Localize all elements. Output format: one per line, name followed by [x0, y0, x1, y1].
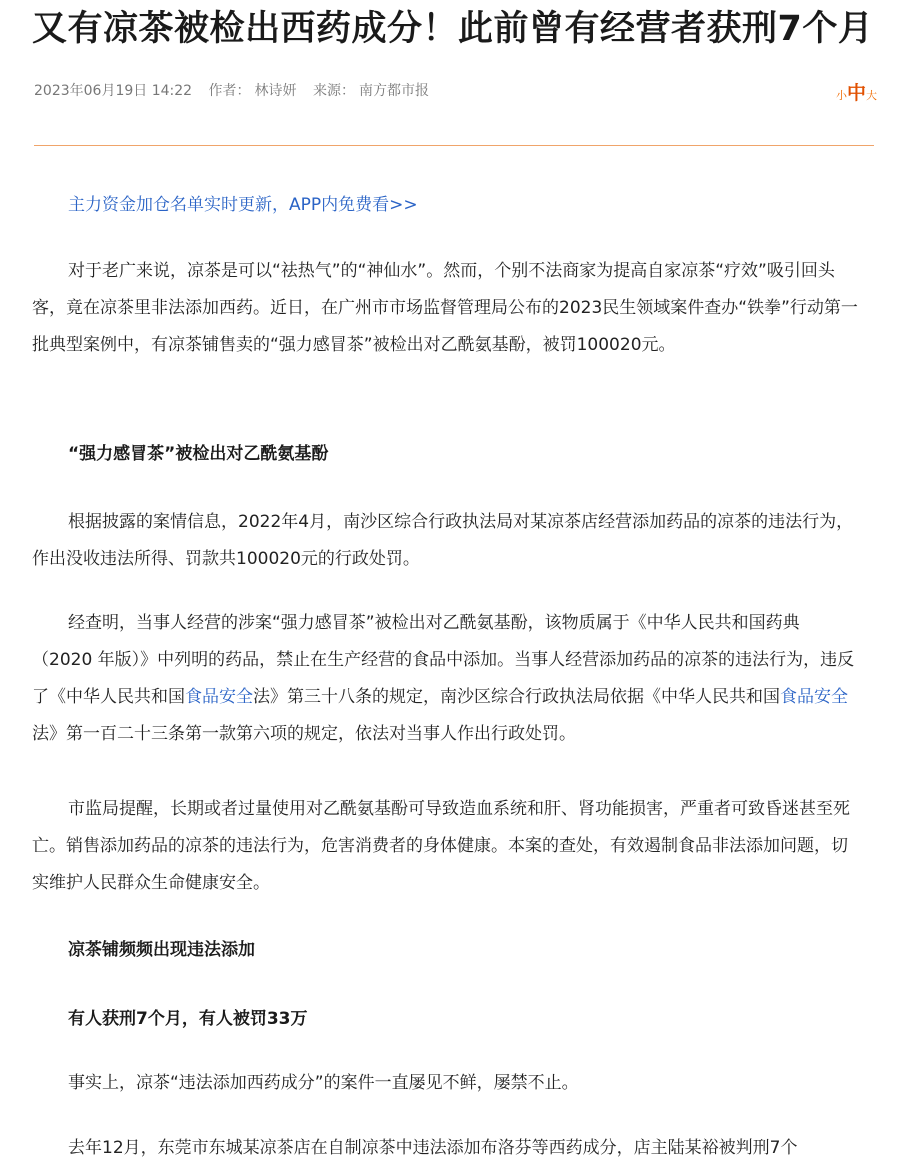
paragraph-intro: 对于老广来说，凉茶是可以“祛热气”的“神仙水”。然而，个别不法商家为提高自家凉茶“疗效”吸引回头客，竟在凉茶里非法添加西药。近日，在广州市市场监督管理局公布的2023民生领域案件查办“铁拳”行动第一批典型案例中，有凉茶铺售卖的“强力感冒茶”被检出对乙酰氨基酚，被罚100020元。 — [32, 261, 858, 355]
font-size-control — [836, 80, 877, 106]
source-name: 南方都市报 — [358, 83, 429, 99]
publish-date: 2023年06月19日 14:22 — [34, 83, 193, 99]
font-size-large-button[interactable]: 大 — [866, 89, 878, 102]
paragraph-warning: 市监局提醒，长期或者过量使用对乙酰氨基酚可导致造血系统和肝、肾功能损害，严重者可致昏迷甚至死亡。销售添加药品的凉茶的违法行为，危害消费者的身体健康。本案的查处，有效遏制食品非法添加问题，切实维护人民群众生命健康安全。 — [32, 799, 850, 893]
section-heading-frequent: 凉茶铺频频出现违法添加 — [68, 940, 255, 960]
font-size-medium-button[interactable]: 中 — [847, 82, 867, 104]
article-title: 又有凉茶被检出西药成分！此前曾有经营者获刑7个月 — [32, 9, 874, 49]
paragraph-investigation — [32, 605, 858, 753]
food-safety-link-1[interactable]: 食品安全 — [185, 687, 253, 707]
paragraph-fact: 事实上，凉茶“违法添加西药成分”的案件一直屡见不鲜，屡禁不止。 — [68, 1073, 579, 1093]
author-name: 林诗妍 — [254, 83, 297, 99]
author-label: 作者： — [208, 83, 251, 99]
section-heading-cold-tea: “强力感冒茶”被检出对乙酰氨基酚 — [68, 444, 329, 464]
investigation-text-b: 法》第三十八条的规定，南沙区综合行政执法局依据《中华人民共和国 — [253, 687, 780, 707]
investigation-text-c: 法》第一百二十三条第一款第六项的规定，依法对当事人作出行政处罚。 — [32, 724, 576, 744]
investigation-text-a: 经查明，当事人经营的涉案“强力感冒茶”被检出对乙酰氨基酚，该物质属于《中华人民共和国药典（2020 年版）》中列明的药品，禁止在生产经营的食品中添加。当事人经营添加药品的凉茶的违法行为，违反了《中华人民共和国 — [32, 613, 855, 707]
paragraph-dongguan-case: 去年12月，东莞市东城某凉茶店在自制凉茶中违法添加布洛芬等西药成分，店主陆某裕被判刑7个 — [68, 1138, 798, 1158]
paragraph-case-info: 根据披露的案情信息，2022年4月，南沙区综合行政执法局对某凉茶店经营添加药品的凉茶的违法行为，作出没收违法所得、罚款共100020元的行政处罚。 — [32, 512, 854, 569]
font-size-small-button[interactable]: 小 — [836, 89, 847, 102]
promo-app-link[interactable]: 主力资金加仓名单实时更新，APP内免费看>> — [68, 195, 418, 215]
section-heading-penalties: 有人获刑7个月，有人被罚33万 — [68, 1009, 308, 1029]
source-label: 来源： — [312, 83, 355, 99]
article-meta — [34, 80, 441, 102]
food-safety-link-2[interactable]: 食品安全 — [780, 687, 848, 707]
header-divider — [34, 145, 874, 146]
